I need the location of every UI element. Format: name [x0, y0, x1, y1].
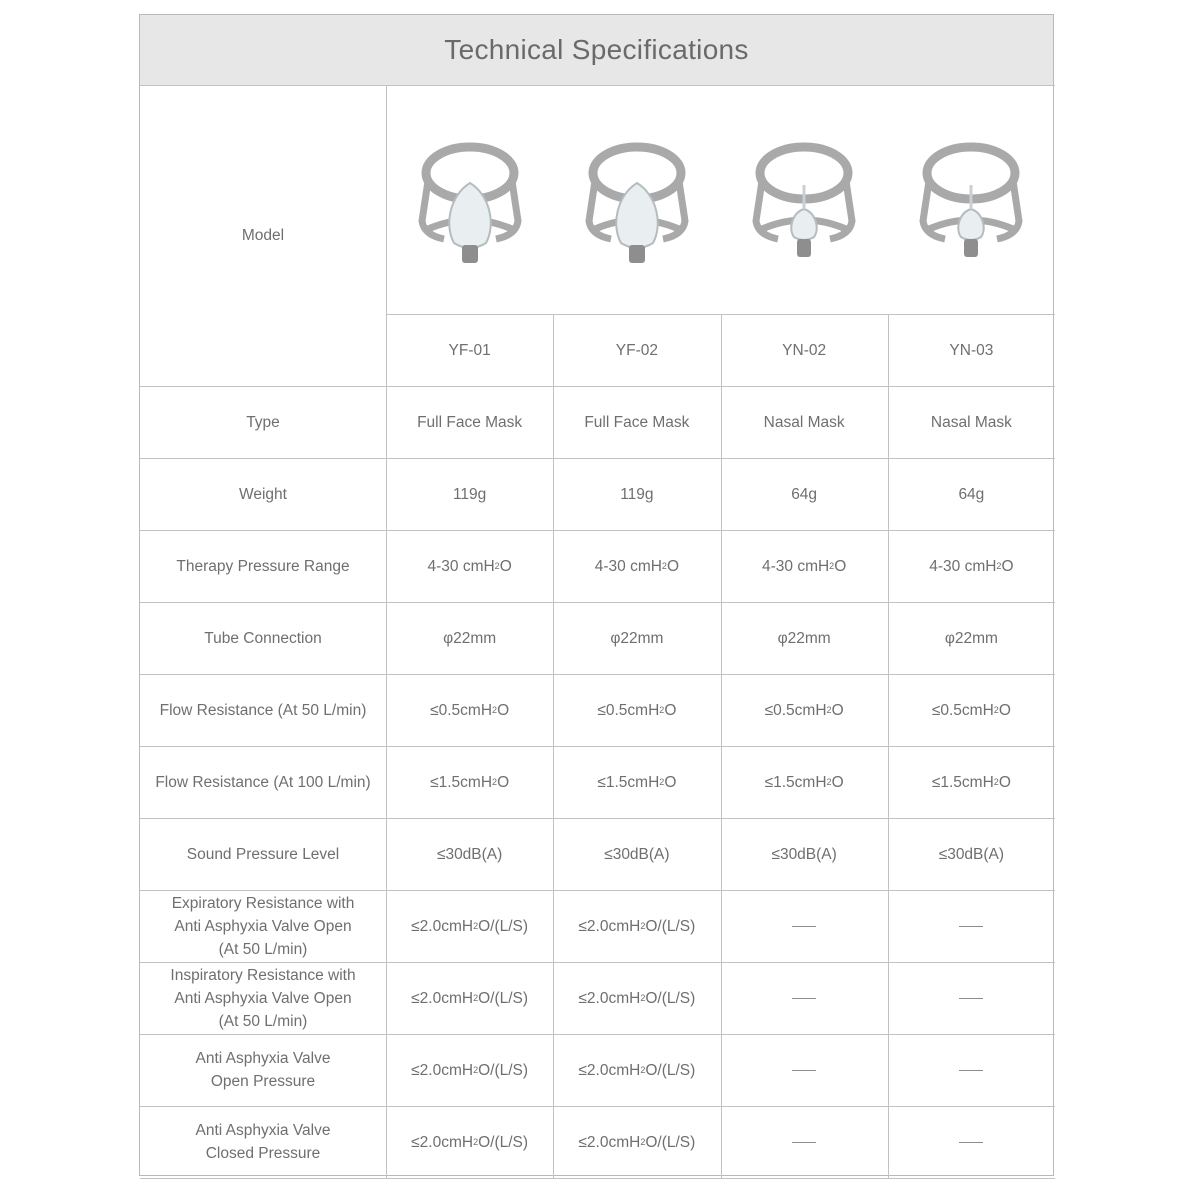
spec-value: ≤30dB(A) — [771, 845, 837, 863]
empty-dash — [792, 926, 816, 927]
full-face-mask-yf02-image — [577, 125, 697, 290]
grid-line — [888, 314, 889, 1178]
spec-value: 4-30 cmH 2 O — [929, 557, 1014, 575]
grid-line — [140, 962, 1055, 963]
spec-value: φ22mm — [777, 629, 831, 647]
grid-line — [140, 746, 1055, 747]
spec-value: ≤0.5cmH 2 O — [931, 701, 1011, 719]
spec-value: Nasal Mask — [930, 413, 1012, 431]
spec-value: φ22mm — [944, 629, 998, 647]
spec-value: 4-30 cmH 2 O — [594, 557, 679, 575]
spec-value: 4-30 cmH 2 O — [427, 557, 512, 575]
spec-value: ≤2.0cmH 2 O/(L/S) — [578, 1061, 696, 1079]
grid-line — [140, 890, 1055, 891]
spec-value — [888, 890, 1055, 962]
model-id-yf-01: YF-01 — [448, 341, 491, 359]
row-label: Type — [246, 413, 280, 431]
spec-value: ≤30dB(A) — [436, 845, 503, 863]
spec-value: ≤0.5cmH 2 O — [764, 701, 844, 719]
spec-table — [139, 14, 1054, 1176]
spec-value — [888, 1034, 1055, 1106]
grid-line — [386, 85, 387, 1178]
spec-value — [888, 1106, 1055, 1178]
row-label: Weight — [239, 485, 287, 503]
grid-line — [721, 314, 722, 1178]
nasal-mask-yn03-image — [911, 125, 1031, 290]
row-label: Expiratory Resistance with Anti Asphyxia Valve Open (At 50 L/min) — [171, 894, 355, 958]
spec-value: ≤0.5cmH 2 O — [430, 701, 510, 719]
spec-value: ≤2.0cmH 2 O/(L/S) — [411, 1061, 529, 1079]
spec-value: 64g — [791, 485, 818, 503]
spec-value: ≤2.0cmH 2 O/(L/S) — [578, 989, 696, 1007]
model-id-yn-02: YN-02 — [782, 341, 827, 359]
row-label: Inspiratory Resistance with Anti Asphyxia Valve Open (At 50 L/min) — [170, 966, 356, 1030]
grid-line — [140, 602, 1055, 603]
spec-value: ≤1.5cmH 2 O — [764, 773, 844, 791]
spec-value: 119g — [452, 485, 487, 503]
grid-line — [140, 458, 1055, 459]
spec-value: ≤2.0cmH 2 O/(L/S) — [578, 1133, 696, 1151]
full-face-mask-yf01-image — [410, 125, 530, 290]
model-id-yf-02: YF-02 — [615, 341, 658, 359]
spec-value: ≤30dB(A) — [938, 845, 1005, 863]
spec-value: Full Face Mask — [417, 413, 523, 431]
empty-dash — [959, 998, 983, 999]
spec-value: ≤2.0cmH 2 O/(L/S) — [411, 917, 529, 935]
grid-line — [140, 1106, 1055, 1107]
spec-value: Full Face Mask — [584, 413, 690, 431]
spec-value: 64g — [958, 485, 985, 503]
page-title: Technical Specifications — [140, 15, 1053, 85]
nasal-mask-yn02-image — [744, 125, 864, 290]
empty-dash — [959, 926, 983, 927]
grid-line — [140, 818, 1055, 819]
spec-value: ≤1.5cmH 2 O — [931, 773, 1011, 791]
spec-value: ≤2.0cmH 2 O/(L/S) — [578, 917, 696, 935]
spec-value — [888, 962, 1055, 1034]
spec-value: ≤1.5cmH 2 O — [597, 773, 677, 791]
row-label: Anti Asphyxia Valve Open Pressure — [195, 1050, 331, 1090]
spec-value: ≤0.5cmH 2 O — [597, 701, 677, 719]
grid-line — [140, 1178, 1055, 1179]
empty-dash — [959, 1142, 983, 1143]
spec-value — [721, 962, 888, 1034]
row-label: Anti Asphyxia Valve Closed Pressure — [195, 1122, 331, 1162]
spec-value — [721, 1034, 888, 1106]
empty-dash — [959, 1070, 983, 1071]
spec-value: ≤2.0cmH 2 O/(L/S) — [411, 1133, 529, 1151]
spec-value: φ22mm — [610, 629, 664, 647]
grid-line — [140, 85, 1055, 86]
spec-value: ≤30dB(A) — [604, 845, 670, 863]
row-label: Flow Resistance (At 100 L/min) — [155, 773, 371, 791]
row-label: Therapy Pressure Range — [176, 557, 350, 575]
grid-line — [140, 674, 1055, 675]
row-label: Flow Resistance (At 50 L/min) — [159, 701, 367, 719]
model-id-yn-03: YN-03 — [949, 341, 994, 359]
row-label: Sound Pressure Level — [186, 845, 340, 863]
grid-line — [140, 1034, 1055, 1035]
grid-line — [140, 530, 1055, 531]
row-label: Tube Connection — [204, 629, 322, 647]
empty-dash — [792, 1142, 816, 1143]
grid-line — [140, 386, 1055, 387]
grid-line — [553, 314, 554, 1178]
spec-value: ≤2.0cmH 2 O/(L/S) — [411, 989, 529, 1007]
spec-value: 4-30 cmH 2 O — [761, 557, 847, 575]
spec-value: φ22mm — [443, 629, 497, 647]
spec-value — [721, 1106, 888, 1178]
empty-dash — [792, 998, 816, 999]
spec-value: 119g — [620, 485, 654, 503]
empty-dash — [792, 1070, 816, 1071]
spec-value: ≤1.5cmH 2 O — [430, 773, 510, 791]
model-label: Model — [241, 227, 285, 244]
spec-value: Nasal Mask — [763, 413, 845, 431]
spec-value — [721, 890, 888, 962]
